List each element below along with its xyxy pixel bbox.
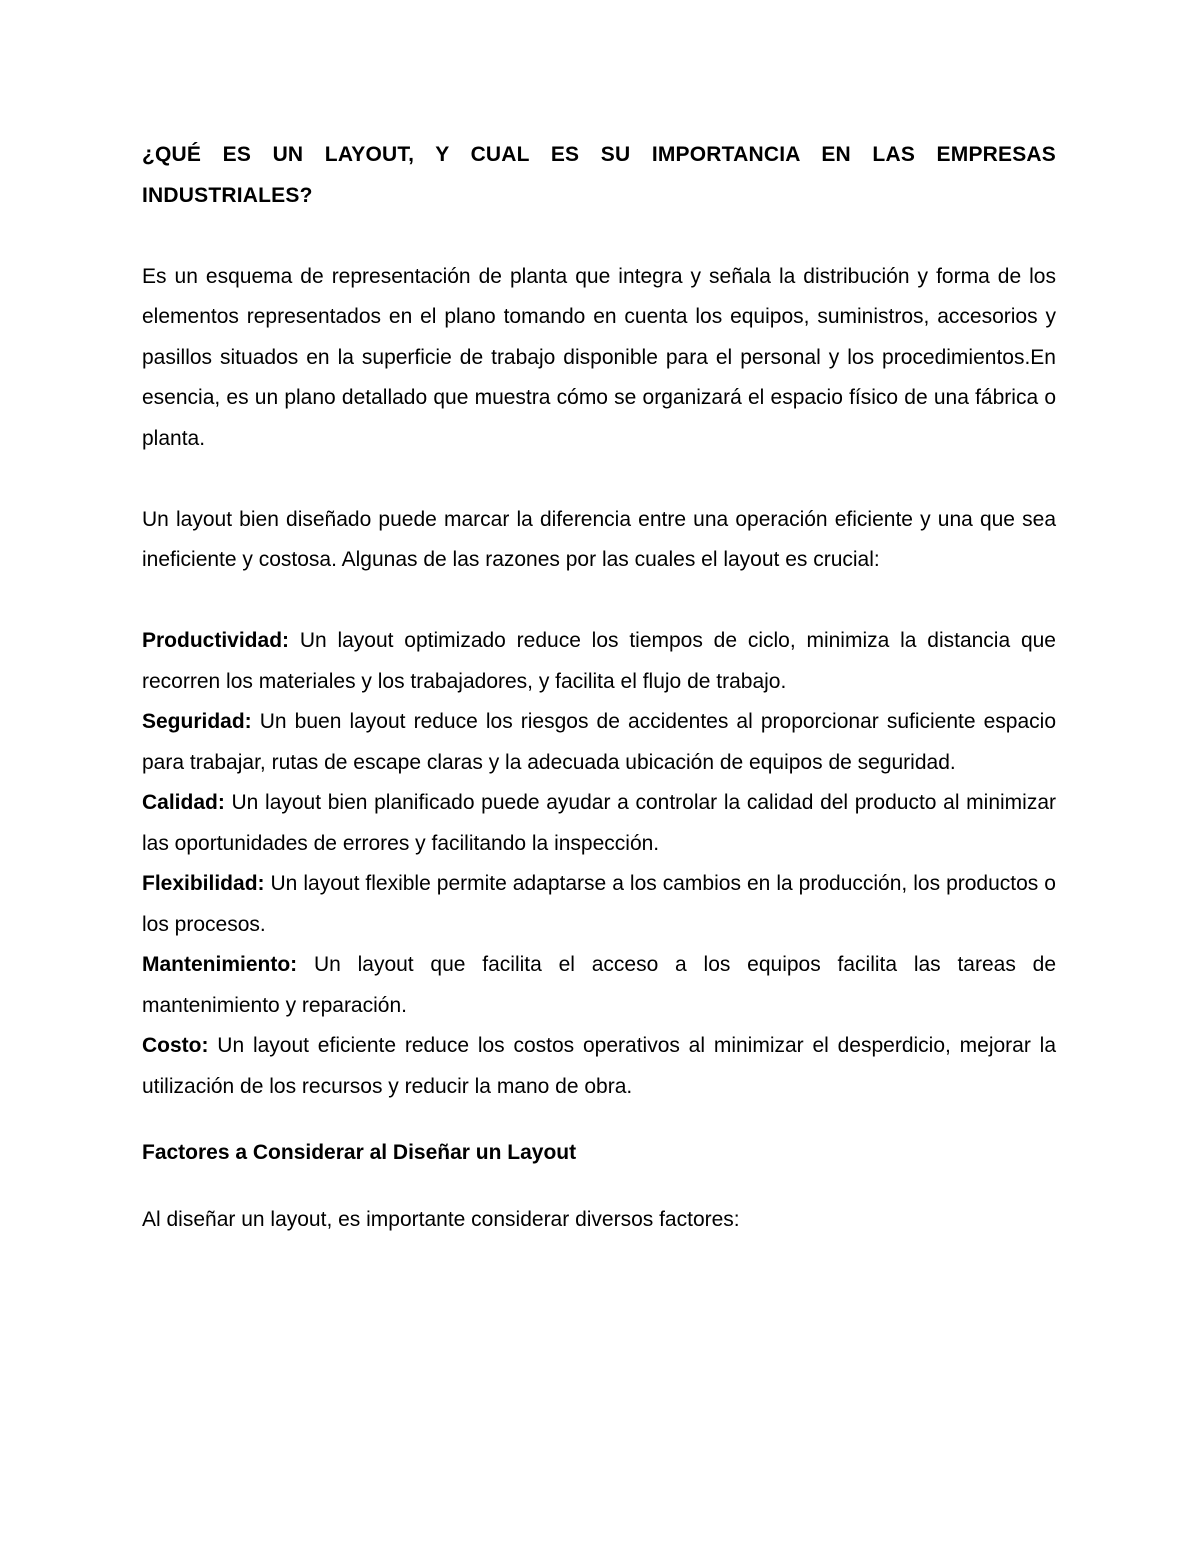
reason-text: Un layout flexible permite adaptarse a los cambios en la producción, los productos o los procesos. xyxy=(142,872,1056,936)
reason-label: Seguridad: xyxy=(142,710,252,733)
reason-flexibilidad xyxy=(142,864,1056,945)
paragraph-importance: Un layout bien diseñado puede marcar la diferencia entre una operación eficiente y una que sea ineficiente y costosa. Algunas de las razones por las cuales el layout es crucial: xyxy=(142,507,1056,571)
reason-text: Un buen layout reduce los riesgos de accidentes al proporcionar suficiente espacio para trabajar, rutas de escape claras y la adecuada ubicación de equipos de seguridad. xyxy=(142,710,1056,774)
reason-label: Productividad: xyxy=(142,629,290,652)
section-heading: Factores a Considerar al Diseñar un Layout xyxy=(142,1141,577,1164)
reason-seguridad xyxy=(142,702,1056,783)
reason-mantenimiento xyxy=(142,945,1056,1026)
reason-label: Mantenimiento: xyxy=(142,953,298,976)
reason-label: Calidad: xyxy=(142,791,225,814)
spacer xyxy=(142,1107,1056,1133)
paragraph-factors-intro: Al diseñar un layout, es importante considerar diversos factores: xyxy=(142,1207,740,1231)
paragraph-definition: Es un esquema de representación de planta que integra y señala la distribución y forma de los elementos representados en el plano tomando en cuenta los equipos, suministros, accesorios y pasillos situados en la superficie de trabajo disponible para el personal y los procedimientos.En esencia, es un plano detallado que muestra cómo se organizará el espacio físico de una fábrica o planta. xyxy=(142,264,1056,450)
page-title: ¿QUÉ ES UN LAYOUT, Y CUAL ES SU IMPORTANCIA EN LAS EMPRESAS INDUSTRIALES? xyxy=(142,143,1056,207)
spacer xyxy=(142,459,1056,500)
reason-text: Un layout eficiente reduce los costos operativos al minimizar el desperdicio, mejorar la utilización de los recursos y reducir la mano de obra. xyxy=(142,1034,1056,1098)
document-page xyxy=(142,135,1056,1240)
reason-productividad xyxy=(142,621,1056,702)
spacer xyxy=(142,216,1056,257)
spacer xyxy=(142,581,1056,622)
reason-text: Un layout optimizado reduce los tiempos de ciclo, minimiza la distancia que recorren los materiales y los trabajadores, y facilita el flujo de trabajo. xyxy=(142,629,1056,693)
spacer xyxy=(142,1174,1056,1200)
reason-text: Un layout que facilita el acceso a los equipos facilita las tareas de mantenimiento y reparación. xyxy=(142,953,1056,1017)
reason-costo xyxy=(142,1026,1056,1107)
reason-label: Costo: xyxy=(142,1034,209,1057)
reason-text: Un layout bien planificado puede ayudar a controlar la calidad del producto al minimizar las oportunidades de errores y facilitando la inspección. xyxy=(142,791,1056,855)
reason-calidad xyxy=(142,783,1056,864)
reason-label: Flexibilidad: xyxy=(142,872,265,895)
